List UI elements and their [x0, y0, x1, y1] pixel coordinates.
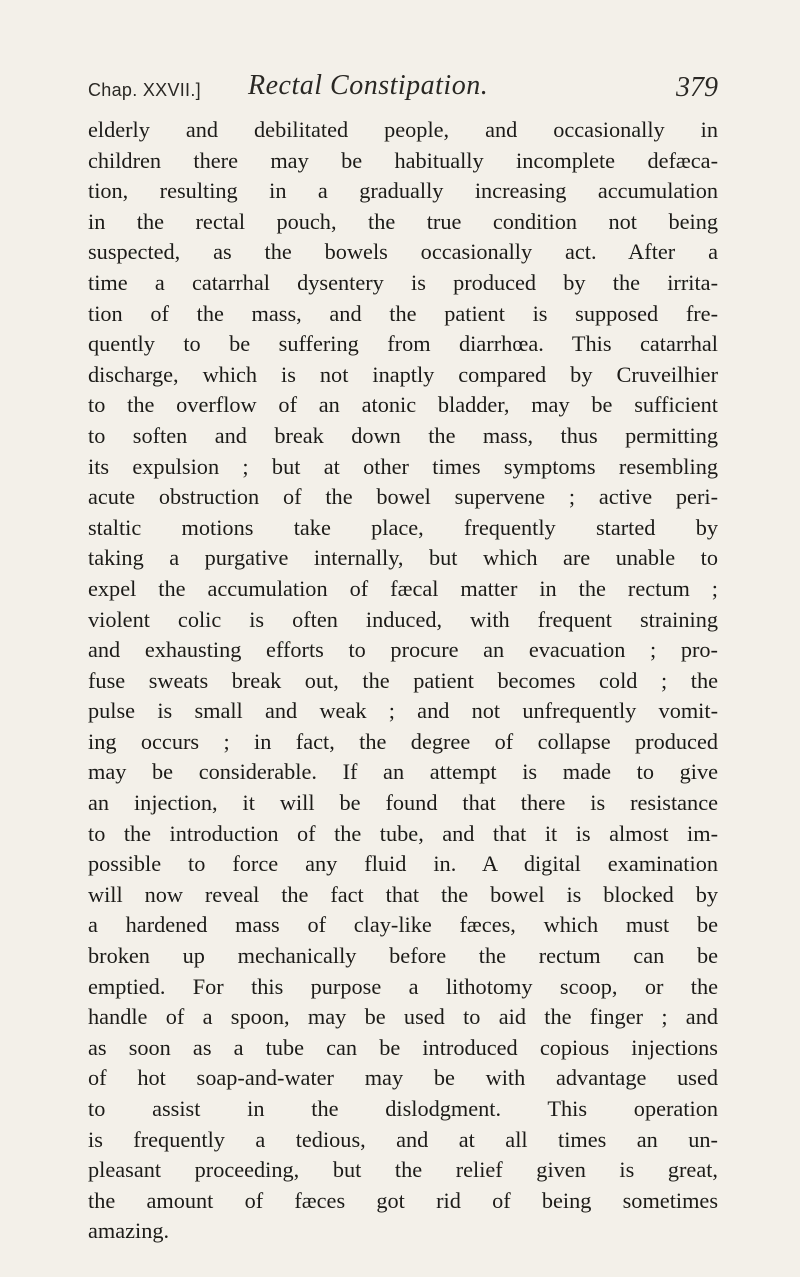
page-number: 379 — [676, 72, 718, 103]
text-line: violent colic is often induced, with frequent straining — [88, 606, 718, 632]
text-line: a hardened mass of clay-like fæces, which must be — [88, 912, 718, 938]
text-line: to soften and break down the mass, thus permitting — [88, 422, 718, 448]
text-line: may be considerable. If an attempt is made to give — [88, 759, 718, 785]
text-line: broken up mechanically before the rectum can be — [88, 943, 718, 969]
text-line: possible to force any fluid in. A digital examination — [88, 851, 718, 877]
text-line: its expulsion ; but at other times symptoms resembling — [88, 453, 718, 479]
text-line: to assist in the dislodgment. This operation — [88, 1096, 718, 1121]
text-line: expel the accumulation of fæcal matter in the rectum ; — [88, 575, 718, 601]
text-line: amazing. — [88, 1218, 170, 1244]
text-line: emptied. For this purpose a lithotomy scoop, or the — [88, 973, 718, 999]
text-line: elderly and debilitated people, and occasionally in — [88, 117, 718, 142]
text-line: pleasant proceeding, but the relief given is great, — [88, 1157, 718, 1183]
text-line: children there may be habitually incomplete defæca- — [88, 147, 718, 173]
text-line: pulse is small and weak ; and not unfrequently vomit- — [88, 698, 718, 724]
text-line: suspected, as the bowels occasionally act. After a — [88, 239, 718, 265]
text-line: tion, resulting in a gradually increasing accumulation — [88, 178, 718, 204]
body-paragraph — [88, 115, 718, 1247]
text-line: acute obstruction of the bowel supervene ; active peri- — [88, 484, 718, 510]
text-line: in the rectal pouch, the true condition not being — [88, 208, 718, 234]
text-line: tion of the mass, and the patient is supposed fre- — [88, 300, 718, 326]
text-line: as soon as a tube can be introduced copious injections — [88, 1034, 718, 1060]
running-title: Rectal Constipation. — [248, 70, 489, 101]
text-line: fuse sweats break out, the patient becomes cold ; the — [88, 667, 718, 693]
text-line: quently to be suffering from diarrhœa. This catarrhal — [88, 331, 718, 357]
text-line: will now reveal the fact that the bowel is blocked by — [88, 881, 718, 907]
text-line: an injection, it will be found that there is resistance — [88, 790, 718, 816]
text-line: time a catarrhal dysentery is produced by the irrita- — [88, 269, 718, 295]
text-line: is frequently a tedious, and at all times an un- — [88, 1126, 718, 1152]
text-line: discharge, which is not inaptly compared by Cruveilhier — [88, 361, 718, 387]
text-line: of hot soap-and-water may be with advantage used — [88, 1065, 718, 1091]
text-line: the amount of fæces got rid of being sometimes — [88, 1187, 718, 1213]
text-line: and exhausting efforts to procure an evacuation ; pro- — [88, 637, 718, 663]
running-head — [88, 70, 718, 110]
text-line: handle of a spoon, may be used to aid the finger ; and — [88, 1004, 718, 1030]
text-line: staltic motions take place, frequently started by — [88, 514, 718, 540]
text-line: to the overflow of an atonic bladder, may be sufficient — [88, 392, 718, 418]
text-line: taking a purgative internally, but which are unable to — [88, 545, 718, 571]
chapter-label: Chap. XXVII.] — [88, 80, 201, 100]
text-line: ing occurs ; in fact, the degree of collapse produced — [88, 728, 718, 754]
text-line: to the introduction of the tube, and that it is almost im- — [88, 820, 718, 846]
